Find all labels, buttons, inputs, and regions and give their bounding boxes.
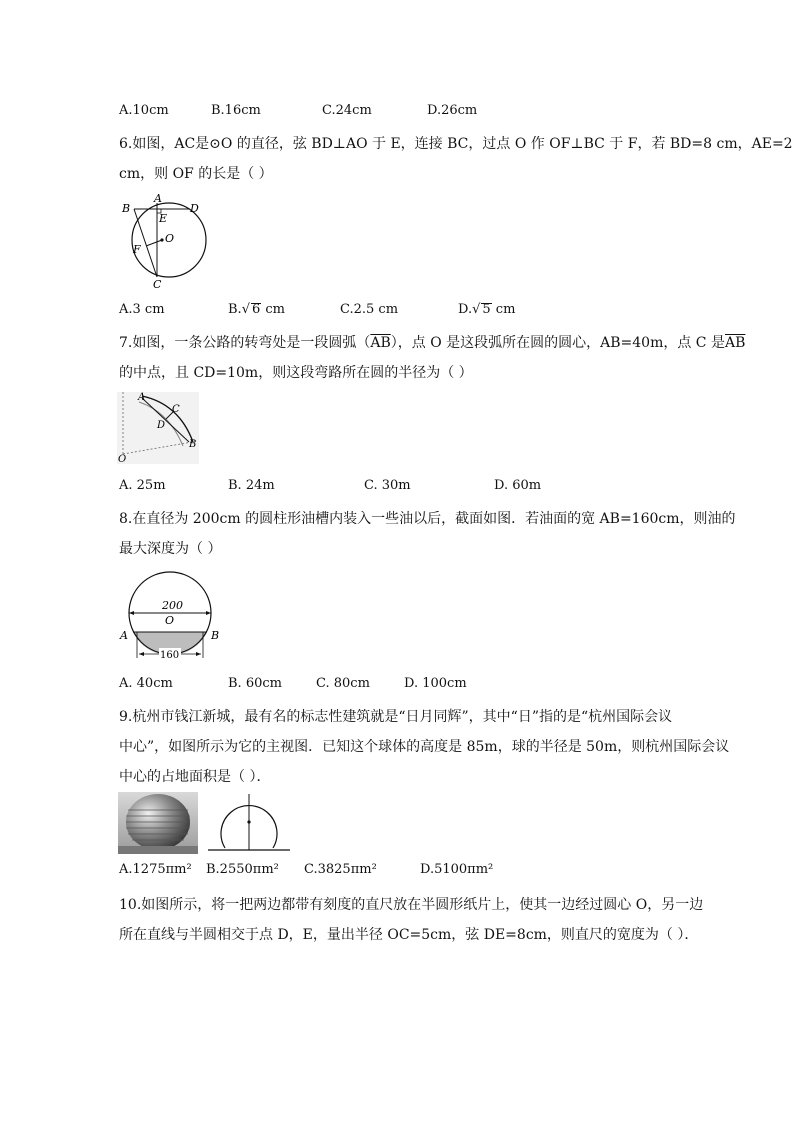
- q9-option-c: C.3825πm²: [304, 862, 377, 877]
- q9-front-view-figure: [208, 792, 290, 854]
- q7-option-b: B. 24m: [228, 478, 275, 493]
- q6-option-b: B.√ 6 cm: [228, 302, 286, 317]
- q8-label-b: B: [211, 629, 220, 642]
- q10-text-line-1: 10.如图所示，将一把两边都带有刻度的直尺放在半圆形纸片上，使其一边经过圆心 O，另一边: [119, 897, 704, 913]
- q6-label-a: A: [154, 192, 162, 205]
- q8-oil-tank-figure: [117, 566, 225, 664]
- q7-label-a: A: [138, 392, 146, 403]
- q7-option-c: C. 30m: [364, 478, 411, 493]
- q9-text-line-1: 9.杭州市钱江新城，最有名的标志性建筑就是“日月同辉”，其中“日”指的是“杭州国际会议: [119, 709, 673, 725]
- q7-option-d: D. 60m: [494, 478, 542, 493]
- q8-option-b: B. 60cm: [228, 676, 282, 691]
- q6-label-c: C: [153, 278, 162, 288]
- q9-option-d: D.5100πm²: [420, 862, 494, 877]
- q7-option-a: A. 25m: [119, 478, 166, 493]
- q7-text-line-1: 7.如图，一条公路的转弯处是一段圆弧$(\overline{AB})$，点 O 是这段弧所在圆的圆心，AB=40m，点 C 是$\overline{AB}$: [119, 335, 746, 351]
- q9-text-line-3: 中心的占地面积是（ ）．: [119, 769, 271, 785]
- q8-label-a: A: [120, 629, 128, 642]
- q5-option-b: B.16cm: [211, 103, 261, 118]
- q6-option-a: A.3 cm: [119, 302, 165, 317]
- q6-circle-figure: [117, 192, 229, 288]
- q5-option-c: C.24cm: [322, 103, 372, 118]
- q5-option-d: D.26cm: [427, 103, 478, 118]
- q6-label-f: F: [133, 243, 141, 256]
- q7-arc-ab-2: $\overline{AB}$: [724, 335, 746, 351]
- q6-option-c: C.2.5 cm: [340, 302, 399, 317]
- q7-text-line-2: 的中点，且 CD=10m，则这段弯路所在圆的半径为（ ）: [119, 365, 473, 381]
- q9-option-b: B.2550πm²: [206, 862, 279, 877]
- q9-building-photo: [118, 792, 198, 854]
- q6-label-b: B: [122, 202, 131, 215]
- q9-text-line-2: 中心”，如图所示为它的主视图．已知这个球体的高度是 85m，球的半径是 50m，则杭州国际会议: [119, 739, 730, 755]
- q8-label-200: 200: [162, 599, 183, 612]
- q6-label-e: E: [159, 212, 168, 225]
- q8-text-line-2: 最大深度为（ ）: [119, 541, 222, 557]
- q9-option-a: A.1275πm²: [119, 862, 192, 877]
- q7-label-b: B: [189, 439, 197, 450]
- q6-text-line-2: cm，则 OF 的长是（ ）: [119, 166, 273, 182]
- q8-text-line-1: 8.在直径为 200cm 的圆柱形油槽内装入一些油以后，截面如图．若油面的宽 AB=160cm，则油的: [119, 511, 736, 527]
- q7-arc-ab: $\overline{AB}$: [370, 335, 391, 351]
- q6-label-d: D: [190, 202, 199, 215]
- q5-option-a: A.10cm: [119, 103, 169, 118]
- q8-option-c: C. 80cm: [316, 676, 370, 691]
- q7-label-d: D: [157, 420, 166, 431]
- q8-option-a: A. 40cm: [119, 676, 173, 691]
- q8-label-o: O: [165, 614, 175, 627]
- q8-option-d: D. 100cm: [404, 676, 467, 691]
- q6-label-o: O: [165, 232, 175, 245]
- q7-road-figure: [117, 392, 199, 464]
- q6-text-line-1: 6.如图，AC是⊙O 的直径，弦 BD⊥AO 于 E，连接 BC，过点 O 作 OF⊥BC 于 F，若 BD=8 cm，AE=2: [119, 136, 793, 152]
- q10-text-line-2: 所在直线与半圆相交于点 D，E，量出半径 OC=5cm，弦 DE=8cm，则直尺的宽度为（ ）．: [119, 927, 699, 943]
- q7-label-o: O: [118, 454, 127, 464]
- q6-option-d: D.√ 5 cm: [458, 302, 516, 317]
- q8-label-160: 160: [160, 650, 180, 661]
- q7-label-c: C: [172, 404, 180, 415]
